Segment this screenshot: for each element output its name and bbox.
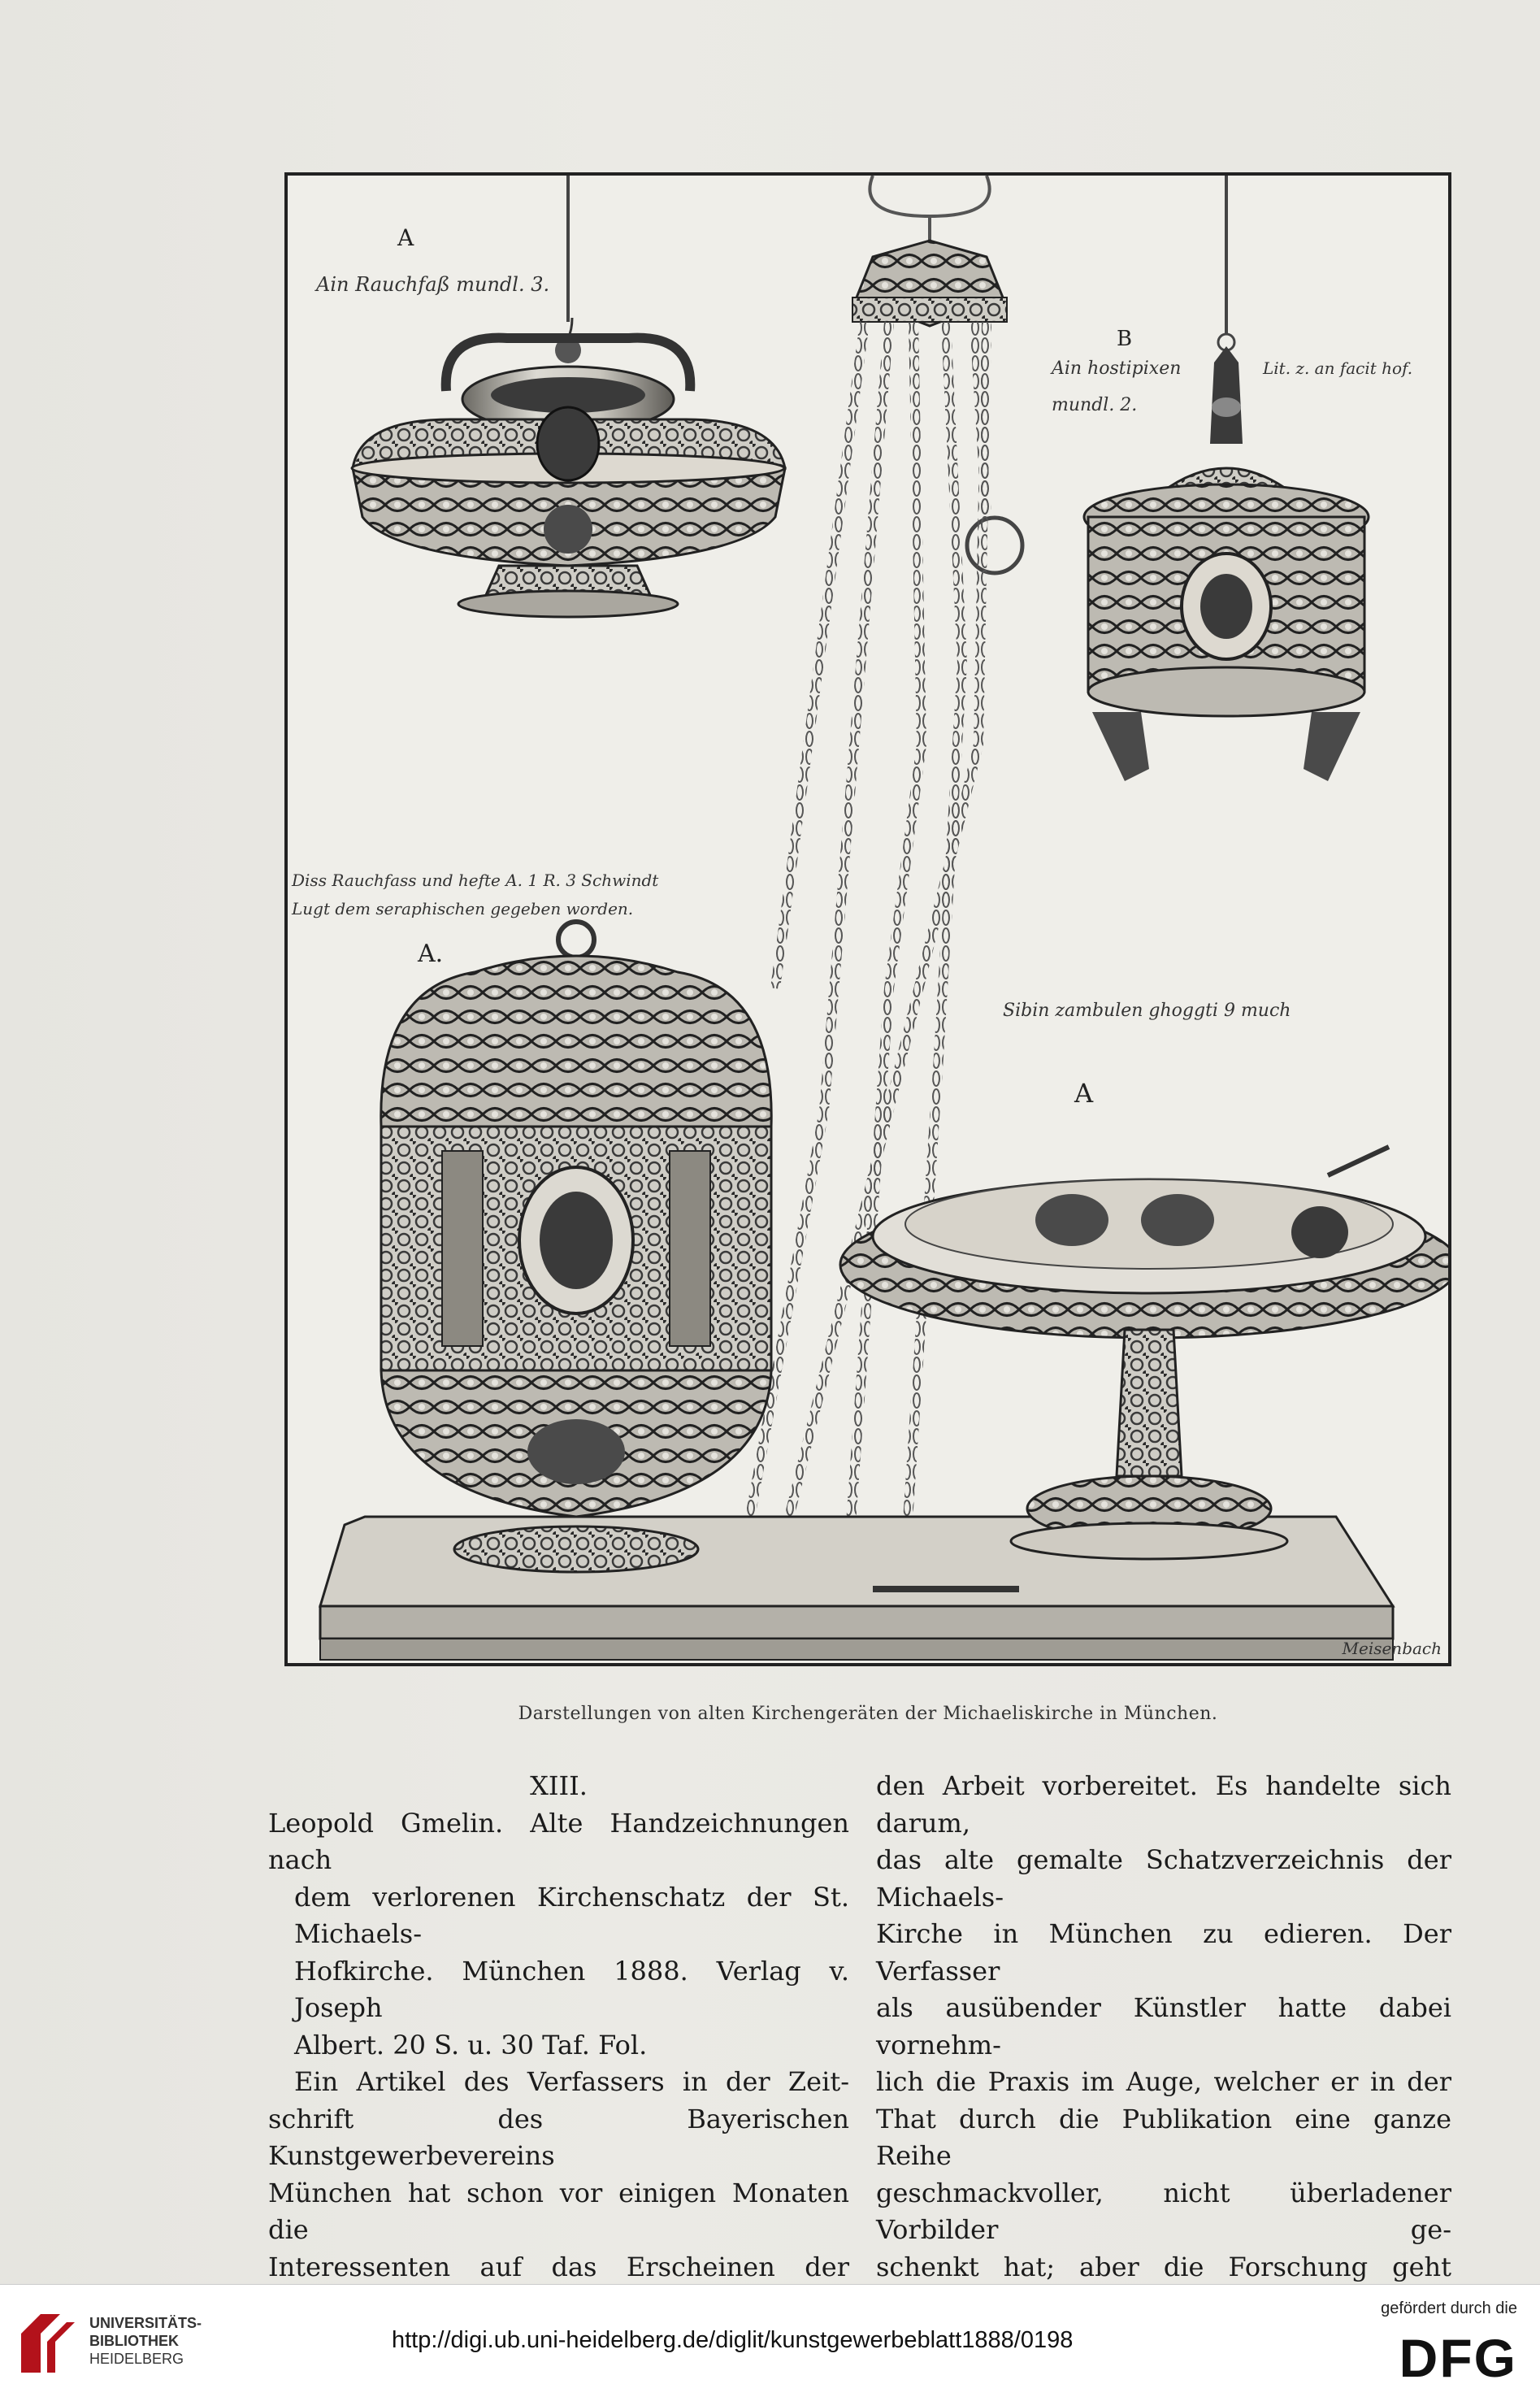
label-dish: A [1074,1078,1094,1109]
handwriting-top-right-1: Ain hostipixen [1052,358,1182,379]
chain-hanger [743,176,1022,1574]
text-line: Ein Artikel des Verfassers in der Zeit- [294,2066,849,2097]
text-line: Kirche in München zu edieren. Der Verfasser [876,1918,1451,1987]
dfg-logo: DFG [1399,2328,1517,2388]
library-name-line: HEIDELBERG [89,2351,184,2367]
label-censer-bottom-left: A. [418,940,444,968]
ub-heidelberg-logo-icon [16,2309,80,2377]
text-line: den Arbeit vorbereitet. Es handelte sich darum, [876,1770,1451,1839]
label-censer-top-left: A [397,224,414,251]
label-pyx: B [1117,327,1133,351]
text-line: Interessenten auf das Erscheinen der [268,2251,849,2282]
funded-by-text: gefördert durch die [1381,2299,1517,2317]
article-heading: XIII. [530,1770,588,1801]
church-vessels-illustration [288,176,1448,1663]
text-line: schenkt hat; aber die Forschung geht [876,2251,1451,2282]
text-line: That durch die Publikation eine ganze Reihe [876,2103,1451,2171]
censer-top-left [352,176,785,617]
offering-dish [840,1147,1448,1559]
text-line: München hat schon vor einigen Monaten die [268,2177,849,2245]
censer-bottom-left [381,922,771,1572]
text-line: lich die Praxis im Auge, welcher er in der [876,2066,1451,2097]
library-name-line: BIBLIOTHEK [89,2333,179,2349]
handwriting-top-right-2: mundl. 2. [1052,395,1138,415]
library-name-line: UNIVERSITÄTS- [89,2315,202,2331]
handwriting-middle-left-2: Lugt dem seraphischen gegeben worden. [292,899,634,918]
figure-caption: Darstellungen von alten Kirchengeräten der Michaeliskirche in München. [518,1704,1218,1724]
text-line: Albert. 20 S. u. 30 Taf. Fol. [294,2029,648,2060]
library-name [89,2314,202,2368]
engraver-signature: Meisenbach [1342,1639,1442,1658]
viewer-footer [0,2284,1540,2397]
text-line: geschmackvoller, nicht überladener Vorbilder ge- [876,2177,1451,2245]
text-line: schrift des Bayerischen Kunstgewerbevereins [268,2103,849,2171]
text-line: als ausübender Künstler hatte dabei vornehm- [876,1992,1451,2060]
permalink-url[interactable]: http://digi.ub.uni-heidelberg.de/diglit/kunstgewerbeblatt1888/0198 [392,2327,1074,2353]
text-line: Hofkirche. München 1888. Verlag v. Joseph [294,1955,849,2023]
handwriting-top-left: Ain Rauchfaß mundl. 3. [316,273,550,296]
handwriting-top-right-3: Lit. z. an facit hof. [1263,358,1413,378]
handwriting-middle-left-1: Diss Rauchfass und hefte A. 1 R. 3 Schwindt [292,871,659,890]
text-line: dem verlorenen Kirchenschatz der St. Michaels- [294,1881,849,1949]
article-left-column [268,1768,849,2323]
text-line: Leopold Gmelin. Alte Handzeichnungen nach [268,1807,849,1875]
pyx-top-right [1084,176,1369,781]
handwriting-right-mid: Sibin zambulen ghoggti 9 much [1003,1001,1291,1021]
text-line: das alte gemalte Schatzverzeichnis der Michaels- [876,1844,1451,1913]
engraving-plate [284,172,1451,1666]
